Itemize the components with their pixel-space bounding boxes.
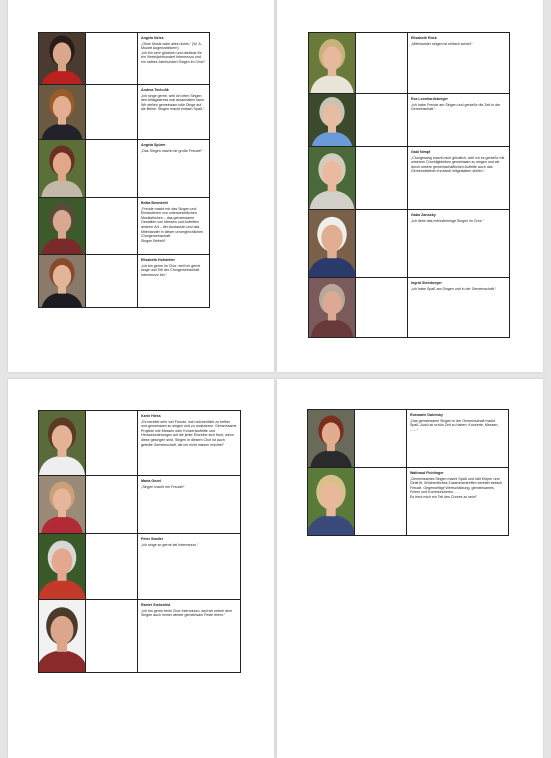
member-name: Peter Stadler	[141, 537, 164, 541]
empty-cell	[355, 468, 407, 535]
member-text	[408, 278, 509, 337]
members-table	[308, 32, 510, 338]
portrait-face	[322, 161, 342, 186]
member-photo	[39, 198, 86, 254]
document-page-4	[277, 379, 543, 758]
member-photo	[39, 140, 86, 197]
empty-cell	[356, 33, 408, 93]
member-name: Rainer Siebenlist	[141, 603, 171, 607]
member-photo	[309, 33, 356, 93]
portrait-image	[39, 476, 85, 533]
empty-cell	[356, 210, 408, 277]
member-quote: „Singen macht mir Freude!“	[141, 484, 185, 489]
table-row	[38, 140, 210, 198]
member-photo	[309, 278, 356, 337]
document-page-2	[277, 0, 543, 372]
portrait-face	[320, 483, 341, 510]
portrait-image	[308, 410, 354, 467]
portrait-image	[39, 411, 85, 475]
table-row	[38, 32, 210, 85]
member-name: Gabo Zanosky	[411, 213, 436, 217]
member-text	[138, 85, 209, 139]
table-row	[38, 255, 210, 308]
table-row	[308, 210, 510, 278]
member-photo	[308, 410, 355, 467]
table-row	[38, 85, 210, 140]
member-quote: „Ohne Musik wäre alles nichts.“ (W. A. Mozart Augenzwinkern) „Ich bin sehr glücklich und dankbar für ein Vierteljahrhundert Intermezzo und ein halbes Jahrhundert Singen im Chor!“	[141, 41, 206, 64]
member-quote: „Ich bin gerne beim Chor Intermezzo, weil wir neben dem Singen auch immer wieder gemeinsam Feste feiern.“	[141, 608, 233, 618]
member-text	[408, 210, 509, 277]
member-text	[138, 140, 209, 197]
portrait-face	[322, 46, 341, 70]
member-photo	[309, 94, 356, 146]
empty-cell	[356, 278, 408, 337]
member-photo	[309, 210, 356, 277]
portrait-face	[50, 616, 73, 645]
member-photo	[39, 534, 86, 599]
table-row	[307, 468, 509, 536]
table-row	[308, 94, 510, 147]
member-quote: „Das gemeinsame Singen in der Gemeinschaft macht Spaß. Auch ist schön Zeit zu haben: Konzerte, Messen, .......“	[410, 418, 499, 432]
portrait-face	[52, 425, 72, 451]
member-quote: „Das Singen macht mir große Freude!“	[141, 148, 203, 153]
empty-cell	[86, 600, 138, 672]
table-row	[38, 600, 241, 673]
member-name: Britta Benedetti	[141, 201, 168, 205]
portrait-image	[39, 140, 85, 197]
member-quote: „Miteinander singen ist einfach schön!“	[411, 41, 473, 46]
portrait-image	[309, 278, 355, 337]
member-text	[138, 600, 240, 672]
empty-cell	[86, 33, 138, 84]
member-name: Angela Neiss	[141, 36, 164, 40]
portrait-face	[323, 104, 341, 127]
empty-cell	[355, 410, 407, 467]
portrait-image	[309, 147, 355, 209]
member-quote: „Ich liebe das mehrstimmige Singen im Chor.“	[411, 218, 484, 223]
portrait-image	[39, 33, 85, 84]
portrait-face	[53, 152, 71, 175]
table-row	[38, 534, 241, 600]
member-name: Elisabeth Rück	[411, 36, 437, 40]
member-name: Elisabeth Hofstetter	[141, 258, 175, 262]
member-text	[408, 33, 509, 93]
empty-cell	[356, 147, 408, 209]
member-photo	[39, 600, 86, 672]
member-text	[408, 94, 509, 146]
member-photo	[39, 255, 86, 307]
member-quote: „Ich habe Spaß am Singen und in der Gemeinschaft.“	[411, 286, 497, 291]
table-row	[38, 410, 241, 476]
member-quote: „Ich bin gerne im Chor, weil ich gerne singe und Teil der Chorgemeinschaft Intermezzo bin.“	[141, 263, 201, 277]
member-text	[138, 476, 240, 533]
member-photo	[309, 147, 356, 209]
member-photo	[39, 476, 86, 533]
member-quote: „Ich singe so gerne bei Intermezzo.“	[141, 542, 199, 547]
empty-cell	[86, 255, 138, 307]
portrait-face	[52, 548, 73, 574]
portrait-image	[308, 468, 354, 535]
table-row	[308, 278, 510, 338]
empty-cell	[86, 411, 138, 475]
member-quote: „Ich habe Freude am Singen und genieße die Zeit in der Gemeinschaft.“	[411, 102, 501, 112]
table-row	[308, 32, 510, 94]
member-text	[138, 33, 209, 84]
empty-cell	[86, 534, 138, 599]
portrait-image	[39, 198, 85, 254]
member-text	[138, 198, 209, 254]
member-text	[138, 255, 209, 307]
member-photo	[39, 411, 86, 475]
empty-cell	[356, 94, 408, 146]
member-name: Rosmarie Dalevsky	[410, 413, 443, 417]
member-text	[138, 534, 240, 599]
member-quote: „Freude macht mir das Singen und Einstudieren von unterschiedlichen Musikstücken – das gemeinsame Gestalten von Messen und Auftritten anderer Art – der Austausch und das Miteinander in dieser unvergleichlichen Chorgemeinschaft. Singen Befreit!“	[141, 206, 204, 243]
member-photo	[39, 85, 86, 139]
members-table	[38, 32, 210, 308]
portrait-face	[323, 291, 342, 315]
portrait-image	[309, 210, 355, 277]
member-quote: „Ich singe gerne, weil ich beim Singen den Alltagsstress mal ausschalten kann. Wir stellen gemeinsam tolle Dinge auf die Beine. Singen macht einfach Spaß.“	[141, 93, 205, 112]
member-quote: „Es bereitet sehr viel Freude, sich wöchentlich zu treffen und gemeinsam zu singen und zu musizieren. Gemeinsame Projekte wie Messen oder Konzertauftritte und Herausforderungen auf die jeder Einzelne sich freut, wenn diese gelungen sind. Singen in diesem Chor ist auch geteilte Gemeinschaft, die ich nicht missen möchte!“	[141, 419, 237, 447]
member-name: Andrea Tschulik	[141, 88, 169, 92]
table-row	[38, 198, 210, 255]
portrait-image	[39, 255, 85, 307]
portrait-image	[39, 85, 85, 139]
member-name: Angela Spürer	[141, 143, 166, 147]
portrait-image	[309, 94, 355, 146]
empty-cell	[86, 198, 138, 254]
member-name: Karin Hiess	[141, 414, 161, 418]
member-quote: „Gemeinsames Singen macht Spaß und hält Körper und Geist fit. Wöchentliches Zusammentreffen bereitet einfach Freude. Gegenseitige Wertschätzung, gemeinsames Feiern und Kommunizieren….. Es freut mich ein Teil des Chores zu sein!“	[410, 476, 503, 499]
table-row	[308, 147, 510, 210]
member-text	[407, 468, 508, 535]
portrait-image	[309, 33, 355, 93]
table-row	[38, 476, 241, 534]
empty-cell	[86, 476, 138, 533]
empty-cell	[86, 85, 138, 139]
member-name: Ingrid Steinberger	[411, 281, 442, 285]
portrait-face	[53, 42, 71, 65]
portrait-face	[322, 422, 340, 445]
document-page-1	[8, 0, 274, 372]
member-name: Maria Gezel	[141, 479, 161, 483]
member-text	[408, 147, 509, 209]
document-page-3	[8, 379, 274, 758]
portrait-image	[39, 534, 85, 599]
portrait-image	[39, 600, 85, 672]
portrait-face	[53, 210, 71, 233]
member-text	[138, 411, 240, 475]
member-name: Eva Leonhardsberger	[411, 97, 448, 101]
member-photo	[39, 33, 86, 84]
portrait-face	[53, 488, 71, 511]
member-name: Gabi Nimpf	[411, 150, 431, 154]
portrait-face	[53, 96, 71, 119]
members-table	[38, 410, 241, 673]
member-name: Waltraud Fichtinger	[410, 471, 444, 475]
portrait-face	[53, 265, 71, 288]
portrait-face	[321, 225, 342, 252]
member-photo	[308, 468, 355, 535]
table-row	[307, 409, 509, 468]
members-table	[307, 409, 509, 536]
member-quote: „Chorgesang macht mich glücklich, weil ich es genieße mit unserem Chorhilgbleiben gemeinsam zu singen und wir durch unsere gemeinschaftlichen Auftritte auch das Gemeindeleben freudvoll mitgestalten dürfen.“	[411, 155, 505, 174]
empty-cell	[86, 140, 138, 197]
member-text	[407, 410, 508, 467]
